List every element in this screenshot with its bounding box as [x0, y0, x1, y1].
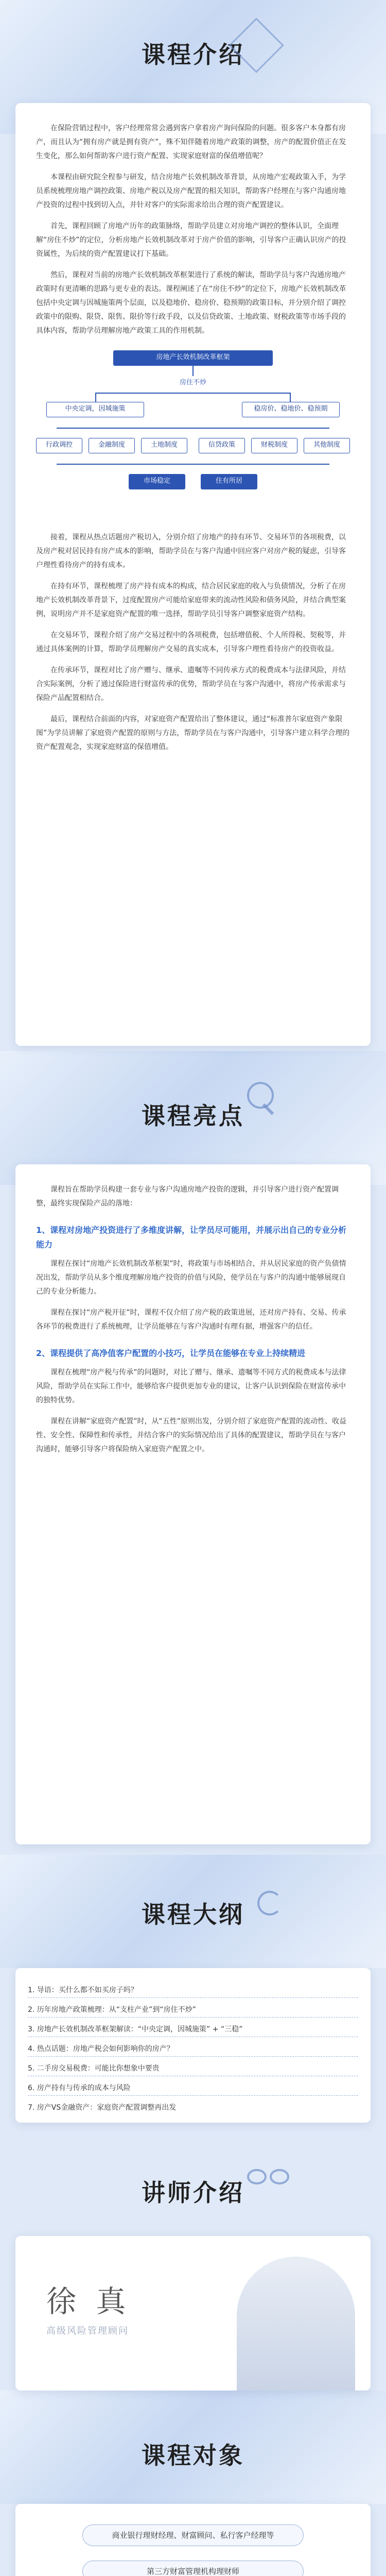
lecturer-title: 讲师介绍	[142, 2179, 244, 2207]
highlights-title: 课程亮点	[142, 1102, 244, 1130]
diagram-left-node: 中央定调，因城施策	[46, 402, 144, 417]
highlight-paragraph: 课程在探讨“房产税开征”时，课程不仅介绍了房产税的政策进展，还对房产持有、交易、传承各环节的税费进行了系统梳理，让学员能够在与客户沟通时有理有据，增强客户的信任。	[36, 1309, 346, 1331]
intro-title-wrap	[15, 36, 371, 77]
lecturer-title-wrap	[15, 2174, 371, 2215]
intro-paragraph: 首先，课程回顾了房地产历年的政策脉络，帮助学员建立对房地产调控的整体认识，全面理解“房住不炒”的定位，分析房地产长效机制改革对于房产价值的影响，引导客户正确认识房产的投资属性，为后续的资产配置建议打下基础。	[36, 222, 346, 258]
audience-title-wrap	[15, 2437, 371, 2478]
diagram-row3-node: 金融制度	[89, 438, 135, 453]
audience-item: 商业银行理财经理、财富顾问、私行客户经理等	[82, 2524, 304, 2546]
lecturer-role: 高级风险管理顾问	[46, 2326, 129, 2336]
outline-title: 课程大纲	[142, 1901, 244, 1928]
intro-paragraph: 在保险营销过程中，客户经理常常会遇到客户拿着房产询问保险的问题。很多客户本身都有房产，而且认为“拥有房产就是拥有资产”，殊不知伴随着房地产政策的调整，房产的配置价值正在发生变化，那么如何帮助客户进行资产配置、实现家庭财富的保值增值呢？	[36, 124, 346, 160]
diagram-bottom-left-node: 市场稳定	[129, 474, 185, 489]
audience-title: 课程对象	[142, 2442, 244, 2469]
refresh-icon	[257, 1891, 282, 1916]
intro-paragraph: 最后，课程结合前面的内容，对家庭资产配置给出了整体建议，通过“标准普尔家庭资产象限图”为学员讲解了家庭资产配置的原则与方法，帮助学员在与客户沟通中，引导客户建立科学合理的资产配置观念，实现家庭财富的保值增值。	[36, 715, 350, 751]
outline-item: 1. 导语：买什么都不如买房子吗？	[28, 1982, 358, 1998]
lecturer-photo	[237, 2257, 355, 2391]
outline-title-wrap	[15, 1896, 371, 1937]
diagram-row3-node: 信贷政策	[199, 438, 245, 453]
diagram-row3-node: 行政调控	[36, 438, 82, 453]
diagram-top-node: 房地产长效机制改革框架	[113, 350, 273, 366]
lecturer-card	[15, 2236, 371, 2391]
lecturer-name: 徐 真	[46, 2284, 131, 2319]
diagram-right-node: 稳房价、稳地价、稳预期	[242, 402, 340, 417]
intro-paragraph: 然后，课程对当前的房地产长效机制改革框架进行了系统的解读，帮助学员与客户沟通房地产政策时有更清晰的思路与更专业的表达。课程阐述了在“房住不炒”的定位下，房地产长效机制改革包括中央定调与因城施策两个层面，以及稳地价、稳房价、稳预期的政策目标，并分别介绍了调控政策中的限购、限贷、限售、限价等行政手段，以及信贷政策、土地政策、财税政策等市场手段的具体内容，帮助学员理解房地产政策工具的作用机制。	[36, 271, 346, 335]
highlight-paragraph: 课程在讲解“家庭资产配置”时，从“五性”原则出发，分别介绍了家庭资产配置的流动性、收益性、安全性、保障性和传承性，并结合客户的实际情况给出了具体的配置建议，帮助学员在与客户沟通时，能够引导客户将保险纳入家庭资产配置之中。	[36, 1417, 347, 1453]
outline-item: 7. 房产VS金融资产：家庭资产配置调整再出发	[28, 2104, 177, 2112]
outline-item: 6. 房产持有与传承的成本与风险	[28, 2080, 358, 2096]
diagram-row3-node: 其他制度	[304, 438, 350, 453]
diagram-bottom-right-node: 住有所居	[201, 474, 257, 489]
highlight-paragraph: 课程在梳理“房产税与传承”的问题时，对比了赠与、继承、遗嘱等不同方式的税费成本与法律风险，帮助学员在实际工作中，能够给客户提供更加专业的建议，让客户认识到保险在财富传承中的独特优势。	[36, 1368, 346, 1404]
intro-card	[15, 103, 371, 1046]
diagram-row3-node: 土地制度	[141, 438, 187, 453]
intro-paragraph: 在持有环节，课程梳理了房产持有成本的构成，结合居民家庭的收入与负债情况，分析了在房地产长效机制改革背景下，过度配置房产可能给家庭带来的流动性风险和债务风险，并结合典型案例，说明房产并不是家庭资产配置的唯一选择，帮助学员引导客户调整家庭资产结构。	[36, 582, 346, 618]
audience-card	[15, 2504, 371, 2576]
highlight-heading-2: 2、课程提供了高净值客户配置的小技巧，让学员在能够在专业上持续精进	[36, 1348, 306, 1358]
intro-title: 课程介绍	[142, 41, 244, 69]
policy-framework-diagram	[36, 345, 350, 520]
highlight-heading-1: 1、课程对房地产投资进行了多维度讲解，让学员尽可能用，并展示出自己的专业分析能力	[36, 1225, 347, 1249]
audience-item: 第三方财富管理机构理财师	[82, 2561, 304, 2576]
outline-item: 2. 历年房地产政策梳理：从“支柱产业”到“房住不炒”	[28, 2002, 358, 2018]
highlights-card	[15, 1164, 371, 1844]
intro-paragraph: 在传承环节，课程对比了房产赠与、继承、遗嘱等不同传承方式的税费成本与法律风险，并结合实际案例，分析了通过保险进行财富传承的优势，帮助学员在与客户沟通中，将房产传承需求与保险产品配置相结合。	[36, 666, 346, 702]
highlights-title-wrap	[15, 1097, 371, 1139]
outline-card	[15, 1968, 371, 2123]
intro-paragraph: 在交易环节，课程介绍了房产交易过程中的各项税费，包括增值税、个人所得税、契税等，并通过具体案例的计算，帮助学员理解房产交易的真实成本，引导客户理性看待房产的投资收益。	[36, 631, 346, 653]
diagram-row3-node: 财税制度	[251, 438, 297, 453]
intro-paragraph: 本课程由研究院全程参与研发，结合房地产长效机制改革背景，从房地产宏观政策入手，为学员系统梳理房地产调控政策、房地产税以及房产配置的相关知识，帮助客户经理在与客户沟通房地产投资的过程中找到切入点，并针对客户的实际需求给出合理的资产配置建议。	[36, 173, 346, 209]
intro-paragraph: 接着，课程从热点话题房产税切入，分别介绍了房地产的持有环节、交易环节的各项税费，以及房产税对居民持有房产成本的影响，帮助学员在与客户沟通中回应客户对房产税的疑虑，引导客户理性看待房产的持有成本。	[36, 533, 346, 569]
outline-item: 3. 房地产长效机制改革框架解读：“中央定调，因城施策” + “三稳”	[28, 2022, 358, 2037]
outline-item: 4. 热点话题：房地产税会如何影响你的房产？	[28, 2041, 358, 2057]
diagram-mid-label: 房住不炒	[165, 376, 221, 389]
highlights-intro: 课程旨在帮助学员构建一套专业与客户沟通房地产投资的逻辑，并引导客户进行资产配置调整，最终实现保险产品的落地：	[36, 1185, 339, 1208]
search-icon	[247, 1082, 274, 1109]
outline-item: 5. 二手房交易税费：可能比你想象中要贵	[28, 2061, 358, 2076]
highlight-paragraph: 课程在探讨“房地产长效机制改革框架”时，将政策与市场相结合，并从居民家庭的资产负债情况出发，帮助学员从多个维度理解房地产投资的价值与风险，使学员在与客户的沟通中能够展现自己的专业分析能力。	[36, 1260, 346, 1296]
